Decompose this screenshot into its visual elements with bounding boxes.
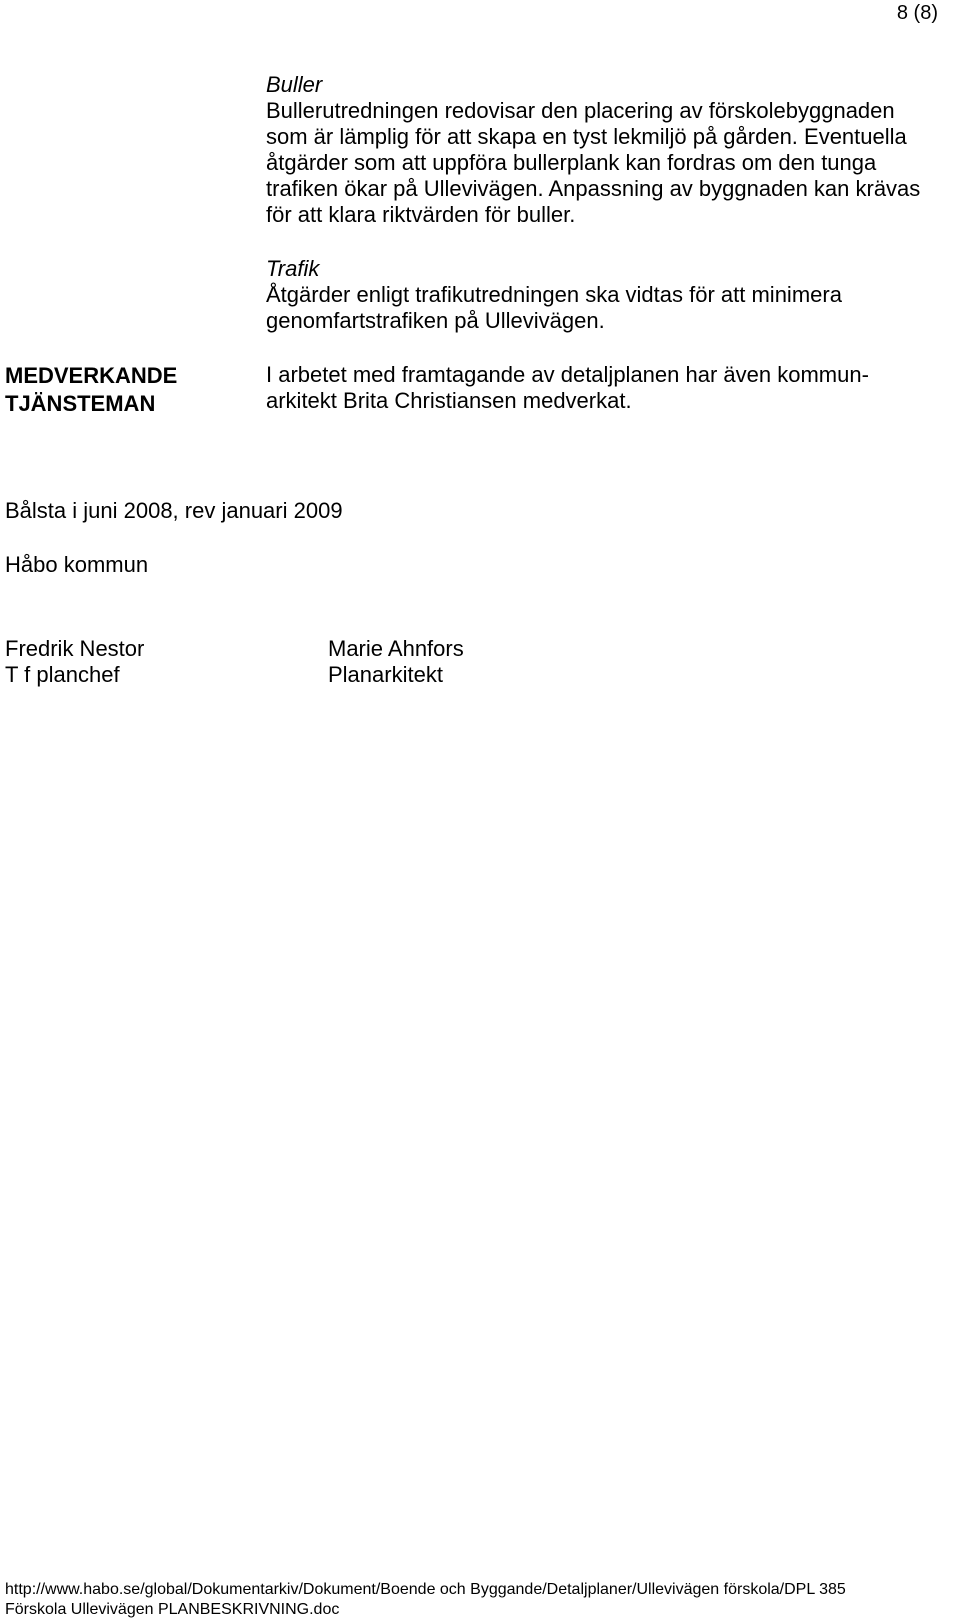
section-buller — [266, 72, 926, 228]
signature-title: Planarkitekt — [328, 662, 443, 687]
section-trafik — [266, 256, 926, 334]
section-text-medverkande-line-1: I arbetet med framtagande av detaljplanen har även kommun- — [266, 362, 869, 387]
section-heading-buller: Buller — [266, 72, 323, 97]
signature-name: Fredrik Nestor — [5, 636, 145, 661]
side-label-line-1: MEDVERKANDE — [5, 363, 178, 388]
signature-title: T f planchef — [5, 662, 120, 687]
municipality: Håbo kommun — [5, 552, 149, 577]
signature-block — [328, 636, 464, 688]
footer-filename: Förskola Ullevivägen PLANBESKRIVNING.doc — [5, 1601, 340, 1618]
section-medverkande — [266, 362, 926, 414]
side-label-line-2: TJÄNSTEMAN — [5, 391, 156, 416]
section-text-trafik: Åtgärder enligt trafikutredningen ska vidtas för att minimera genomfartstrafiken på Ullevivägen. — [266, 282, 842, 333]
signature-name: Marie Ahnfors — [328, 636, 464, 661]
side-label-medverkande — [5, 362, 235, 418]
footer — [5, 1580, 945, 1620]
place-date: Bålsta i juni 2008, rev januari 2009 — [5, 498, 343, 523]
page-number: 8 (8) — [896, 2, 938, 24]
section-text-medverkande-line-2: arkitekt Brita Christiansen medverkat. — [266, 388, 632, 413]
section-text-buller: Bullerutredningen redovisar den placering av förskolebyggnaden som är lämplig för att skapa en tyst lekmiljö på gården. Eventuella åtgärder som att uppföra bullerplank kan fordras om den tunga trafiken ökar på Ullevivägen. Anpassning av byggnaden kan krävas för att klara riktvärden för buller. — [266, 98, 921, 227]
footer-path: http://www.habo.se/global/Dokumentarkiv/Dokument/Boende och Byggande/Detaljplaner/Ullevivägen förskola/DPL 385 — [5, 1581, 846, 1598]
section-heading-trafik: Trafik — [266, 256, 320, 281]
signature-block — [5, 636, 144, 688]
